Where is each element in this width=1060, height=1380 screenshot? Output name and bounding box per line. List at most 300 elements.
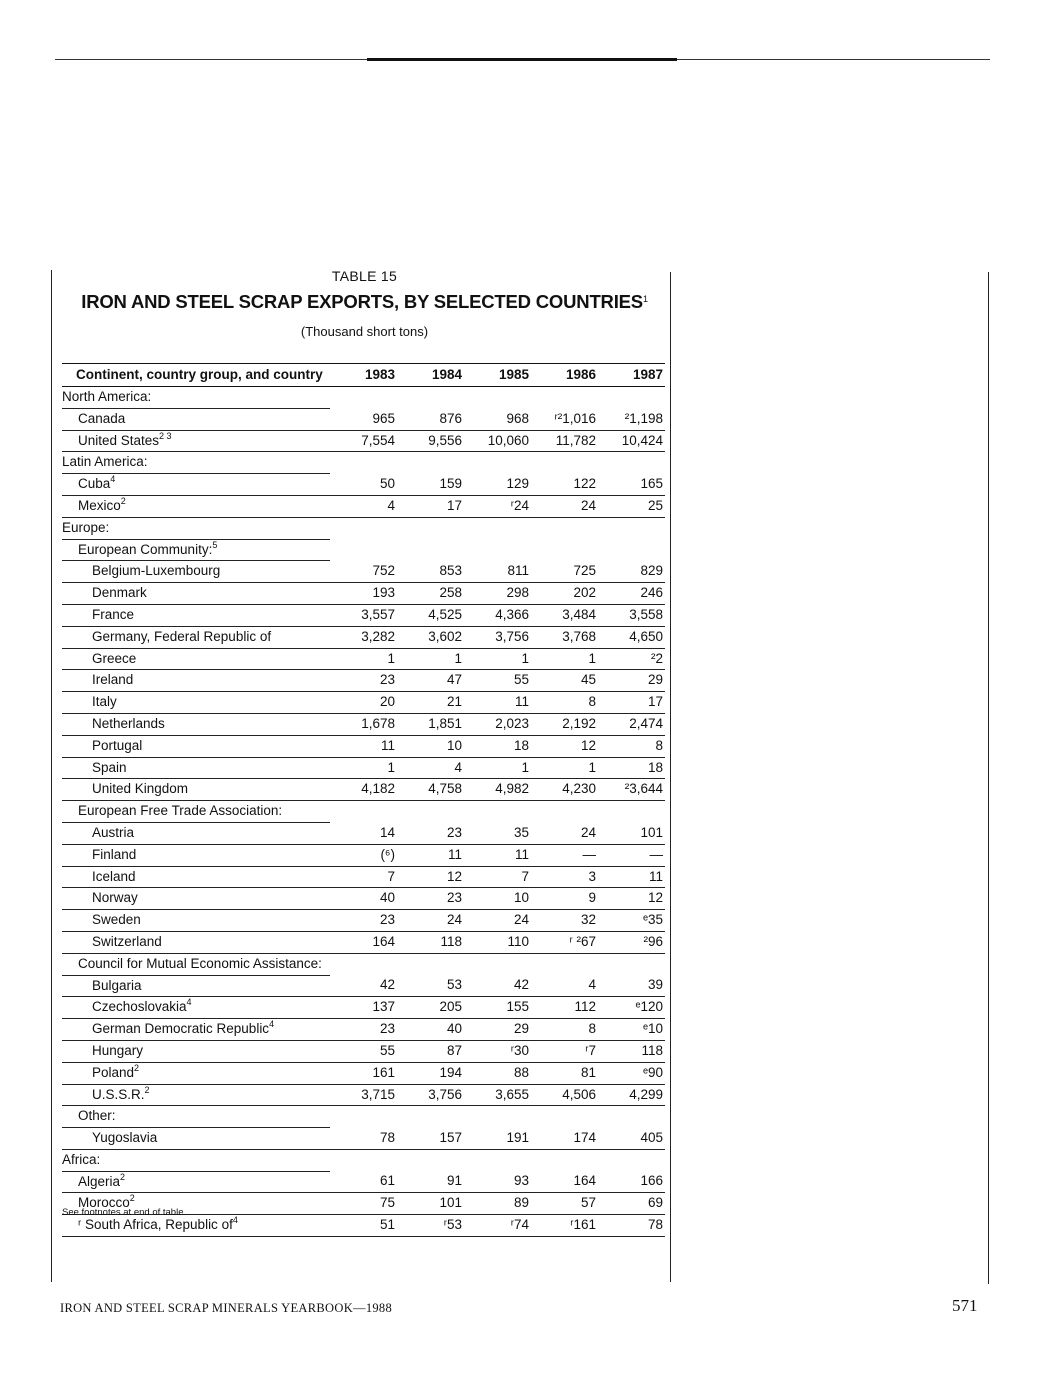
table-row: [62, 757, 665, 779]
value-cell: 3,282: [330, 626, 397, 648]
empty-cell: [531, 1106, 598, 1128]
table-row: [62, 1062, 665, 1084]
value-cell: 11,782: [531, 430, 598, 452]
empty-cell: [330, 1106, 397, 1128]
country-label: [62, 1019, 330, 1041]
value-cell: 4,366: [464, 604, 531, 626]
value-cell: 4: [531, 975, 598, 997]
value-cell: 965: [330, 408, 397, 430]
empty-cell: [464, 452, 531, 474]
table-row: [62, 1215, 665, 1237]
header-year: 1986: [531, 364, 598, 387]
value-cell: 23: [330, 910, 397, 932]
group-heading-label: [62, 953, 330, 975]
empty-cell: [531, 801, 598, 823]
country-label: [62, 408, 330, 430]
value-cell: 8: [531, 692, 598, 714]
value-cell: 78: [330, 1128, 397, 1150]
country-label: [62, 561, 330, 583]
table-row: [62, 1171, 665, 1193]
value-cell: 118: [397, 931, 464, 953]
value-cell: 1: [531, 648, 598, 670]
table-title-text: IRON AND STEEL SCRAP EXPORTS, BY SELECTED COUNTRIES: [81, 291, 643, 312]
value-cell: 4: [397, 757, 464, 779]
value-cell: 1: [531, 757, 598, 779]
row-label-text: Canada: [78, 410, 126, 426]
row-label-note: 4: [186, 997, 192, 1008]
value-cell: 29: [598, 670, 665, 692]
header-year: 1984: [397, 364, 464, 387]
empty-cell: [330, 1149, 397, 1171]
country-label: [62, 1062, 330, 1084]
value-cell: 161: [330, 1062, 397, 1084]
row-label-text: U.S.S.R.: [92, 1086, 145, 1102]
value-cell: 61: [330, 1171, 397, 1193]
row-label-text: European Community:: [78, 541, 213, 557]
value-cell: 3,602: [397, 626, 464, 648]
value-cell: 88: [464, 1062, 531, 1084]
country-label: [62, 1040, 330, 1062]
value-cell: 23: [397, 888, 464, 910]
value-cell: 1: [464, 757, 531, 779]
row-label-text: Switzerland: [92, 933, 162, 949]
value-cell: 4,525: [397, 604, 464, 626]
value-cell: ʳ74: [464, 1215, 531, 1237]
middle-column-rule: [670, 272, 671, 1282]
value-cell: 11: [330, 735, 397, 757]
value-cell: 8: [531, 1019, 598, 1041]
value-cell: 47: [397, 670, 464, 692]
value-cell: 24: [464, 910, 531, 932]
value-cell: 405: [598, 1128, 665, 1150]
table-row: [62, 997, 665, 1019]
row-label-note: 2 3: [159, 430, 172, 441]
row-label-text: Portugal: [92, 737, 143, 753]
value-cell: 81: [531, 1062, 598, 1084]
row-label-text: Norway: [92, 890, 138, 906]
empty-cell: [330, 387, 397, 409]
group-heading-row: [62, 1149, 665, 1171]
value-cell: ʳ24: [464, 495, 531, 517]
value-cell: 752: [330, 561, 397, 583]
value-cell: 191: [464, 1128, 531, 1150]
empty-cell: [397, 517, 464, 539]
value-cell: 159: [397, 474, 464, 496]
value-cell: 122: [531, 474, 598, 496]
value-cell: 4,758: [397, 779, 464, 801]
value-cell: 166: [598, 1171, 665, 1193]
table-row: [62, 844, 665, 866]
value-cell: 3,756: [397, 1084, 464, 1106]
table-row: [62, 910, 665, 932]
value-cell: ʳ²1,016: [531, 408, 598, 430]
empty-cell: [598, 1106, 665, 1128]
value-cell: 57: [531, 1193, 598, 1215]
value-cell: 12: [531, 735, 598, 757]
country-label: [62, 735, 330, 757]
header-year: 1983: [330, 364, 397, 387]
value-cell: 164: [330, 931, 397, 953]
value-cell: ᵉ90: [598, 1062, 665, 1084]
value-cell: 75: [330, 1193, 397, 1215]
value-cell: 258: [397, 583, 464, 605]
table-row: [62, 1040, 665, 1062]
value-cell: —: [531, 844, 598, 866]
value-cell: ²1,198: [598, 408, 665, 430]
value-cell: 3,558: [598, 604, 665, 626]
empty-cell: [330, 539, 397, 561]
empty-cell: [598, 801, 665, 823]
value-cell: ʳ161: [531, 1215, 598, 1237]
empty-cell: [598, 1149, 665, 1171]
value-cell: 10: [397, 735, 464, 757]
empty-cell: [397, 539, 464, 561]
country-label: [62, 583, 330, 605]
value-cell: ʳ7: [531, 1040, 598, 1062]
row-label-text: Other:: [78, 1108, 116, 1124]
value-cell: 21: [397, 692, 464, 714]
country-label: [62, 495, 330, 517]
row-label-text: Ireland: [92, 672, 134, 688]
empty-cell: [531, 1149, 598, 1171]
value-cell: 246: [598, 583, 665, 605]
row-label-note: 5: [212, 539, 218, 550]
value-cell: 24: [397, 910, 464, 932]
row-label-text: United States: [78, 432, 160, 448]
empty-cell: [531, 539, 598, 561]
value-cell: 4,506: [531, 1084, 598, 1106]
row-label-note: 2: [120, 1171, 126, 1182]
empty-cell: [531, 953, 598, 975]
group-heading-row: [62, 539, 665, 561]
value-cell: —: [598, 844, 665, 866]
table-row: [62, 888, 665, 910]
value-cell: 137: [330, 997, 397, 1019]
value-cell: 23: [330, 1019, 397, 1041]
empty-cell: [598, 517, 665, 539]
value-cell: 193: [330, 583, 397, 605]
value-cell: 7: [330, 866, 397, 888]
group-heading-label: [62, 387, 330, 409]
value-cell: ᵉ10: [598, 1019, 665, 1041]
value-cell: 87: [397, 1040, 464, 1062]
exports-table: [62, 363, 665, 1237]
empty-cell: [464, 953, 531, 975]
country-label: [62, 975, 330, 997]
empty-cell: [464, 1149, 531, 1171]
group-heading-row: [62, 801, 665, 823]
value-cell: 8: [598, 735, 665, 757]
value-cell: 3: [531, 866, 598, 888]
row-label-text: United Kingdom: [92, 781, 189, 797]
row-label-note: 4: [232, 1215, 238, 1226]
row-label-note: 4: [110, 474, 116, 485]
value-cell: 25: [598, 495, 665, 517]
value-cell: 4,230: [531, 779, 598, 801]
value-cell: 101: [397, 1193, 464, 1215]
country-label: [62, 866, 330, 888]
value-cell: 40: [330, 888, 397, 910]
row-label-text: Morocco: [78, 1195, 130, 1211]
value-cell: 853: [397, 561, 464, 583]
value-cell: 3,557: [330, 604, 397, 626]
table-label: TABLE 15: [331, 268, 398, 284]
value-cell: 4,650: [598, 626, 665, 648]
row-label-text: Czechoslovakia: [92, 999, 187, 1015]
empty-cell: [397, 387, 464, 409]
value-cell: 78: [598, 1215, 665, 1237]
value-cell: 29: [464, 1019, 531, 1041]
table-row: [62, 626, 665, 648]
value-cell: 39: [598, 975, 665, 997]
empty-cell: [598, 452, 665, 474]
country-label: [62, 692, 330, 714]
empty-cell: [531, 387, 598, 409]
empty-cell: [397, 452, 464, 474]
group-heading-label: [62, 517, 330, 539]
value-cell: 4,299: [598, 1084, 665, 1106]
value-cell: 91: [397, 1171, 464, 1193]
header-label: Continent, country group, and country: [62, 364, 330, 387]
value-cell: 51: [330, 1215, 397, 1237]
row-label-text: Sweden: [92, 912, 141, 928]
table-row: [62, 1084, 665, 1106]
value-cell: 101: [598, 822, 665, 844]
group-heading-label: [62, 1106, 330, 1128]
value-cell: 1: [464, 648, 531, 670]
empty-cell: [464, 387, 531, 409]
empty-cell: [464, 517, 531, 539]
row-label-text: European Free Trade Association:: [78, 803, 283, 819]
country-label: [62, 1084, 330, 1106]
top-rule-bold: [367, 58, 677, 61]
row-label-text: Greece: [92, 650, 137, 666]
value-cell: ²2: [598, 648, 665, 670]
left-column-rule: [51, 270, 52, 1282]
value-cell: 110: [464, 931, 531, 953]
empty-cell: [464, 1106, 531, 1128]
table-row: [62, 975, 665, 997]
value-cell: 157: [397, 1128, 464, 1150]
right-column-rule: [988, 272, 989, 1284]
value-cell: ʳ ²67: [531, 931, 598, 953]
empty-cell: [397, 953, 464, 975]
value-cell: 11: [464, 692, 531, 714]
row-label-text: Belgium-Luxembourg: [92, 563, 221, 579]
value-cell: 12: [397, 866, 464, 888]
row-label-text: Austria: [92, 824, 135, 840]
table-row: [62, 822, 665, 844]
empty-cell: [397, 801, 464, 823]
group-heading-row: [62, 387, 665, 409]
table-row: [62, 866, 665, 888]
value-cell: 17: [397, 495, 464, 517]
value-cell: 55: [464, 670, 531, 692]
value-cell: 23: [330, 670, 397, 692]
value-cell: 811: [464, 561, 531, 583]
country-label: [62, 757, 330, 779]
empty-cell: [598, 539, 665, 561]
country-label: [62, 844, 330, 866]
value-cell: 164: [531, 1171, 598, 1193]
empty-cell: [330, 452, 397, 474]
value-cell: 11: [464, 844, 531, 866]
empty-cell: [330, 517, 397, 539]
empty-cell: [464, 801, 531, 823]
value-cell: 4,982: [464, 779, 531, 801]
value-cell: 3,484: [531, 604, 598, 626]
table-title-note: 1: [642, 294, 648, 304]
value-cell: ʳ30: [464, 1040, 531, 1062]
value-cell: 55: [330, 1040, 397, 1062]
country-label: [62, 604, 330, 626]
table-title: [62, 291, 667, 313]
country-label: [62, 1128, 330, 1150]
value-cell: 10: [464, 888, 531, 910]
value-cell: 11: [598, 866, 665, 888]
table-row: [62, 408, 665, 430]
value-cell: 2,192: [531, 713, 598, 735]
value-cell: ᵉ35: [598, 910, 665, 932]
table-row: [62, 1128, 665, 1150]
country-label: [62, 822, 330, 844]
table-row: [62, 495, 665, 517]
row-label-text: Algeria: [78, 1173, 121, 1189]
country-label: [62, 888, 330, 910]
value-cell: 17: [598, 692, 665, 714]
value-cell: 155: [464, 997, 531, 1019]
row-label-text: Cuba: [78, 476, 111, 492]
group-heading-label: [62, 452, 330, 474]
value-cell: 205: [397, 997, 464, 1019]
table-row: [62, 1019, 665, 1041]
value-cell: 93: [464, 1171, 531, 1193]
value-cell: 4,182: [330, 779, 397, 801]
empty-cell: [330, 953, 397, 975]
value-cell: 40: [397, 1019, 464, 1041]
country-label: [62, 430, 330, 452]
country-label: [62, 1171, 330, 1193]
value-cell: 53: [397, 975, 464, 997]
row-label-note: 4: [269, 1019, 275, 1030]
group-heading-label: [62, 1149, 330, 1171]
table-row: [62, 583, 665, 605]
table-subtitle: (Thousand short tons): [300, 324, 429, 339]
value-cell: 194: [397, 1062, 464, 1084]
group-heading-row: [62, 452, 665, 474]
value-cell: 50: [330, 474, 397, 496]
country-label: [62, 997, 330, 1019]
country-label: [62, 670, 330, 692]
value-cell: 10,424: [598, 430, 665, 452]
value-cell: 112: [531, 997, 598, 1019]
value-cell: 24: [531, 495, 598, 517]
row-label-note: 2: [144, 1084, 150, 1095]
country-label: [62, 910, 330, 932]
value-cell: ²3,644: [598, 779, 665, 801]
value-cell: 876: [397, 408, 464, 430]
page-number: 571: [952, 1296, 978, 1315]
value-cell: 2,474: [598, 713, 665, 735]
row-label-note: 2: [129, 1193, 135, 1204]
row-label-text: Denmark: [92, 585, 147, 601]
empty-cell: [330, 801, 397, 823]
value-cell: 7,554: [330, 430, 397, 452]
value-cell: 1: [397, 648, 464, 670]
value-cell: 298: [464, 583, 531, 605]
row-label-text: ʳ South Africa, Republic of: [78, 1217, 233, 1233]
value-cell: 1,851: [397, 713, 464, 735]
table-row: [62, 474, 665, 496]
country-label: [62, 713, 330, 735]
value-cell: ²96: [598, 931, 665, 953]
table-row: [62, 430, 665, 452]
value-cell: 69: [598, 1193, 665, 1215]
value-cell: 14: [330, 822, 397, 844]
value-cell: 89: [464, 1193, 531, 1215]
empty-cell: [531, 517, 598, 539]
row-label-text: Hungary: [92, 1042, 144, 1058]
country-label: [62, 1215, 330, 1237]
value-cell: ᵉ120: [598, 997, 665, 1019]
value-cell: 20: [330, 692, 397, 714]
row-label-text: Italy: [92, 694, 117, 710]
row-label-text: Spain: [92, 759, 127, 775]
group-heading-row: [62, 953, 665, 975]
group-heading-row: [62, 517, 665, 539]
row-label-note: 2: [120, 495, 126, 506]
row-label-text: Iceland: [92, 868, 136, 884]
row-label-text: Poland: [92, 1064, 135, 1080]
value-cell: 7: [464, 866, 531, 888]
value-cell: 129: [464, 474, 531, 496]
table-body: [62, 387, 665, 1237]
row-label-text: North America:: [62, 389, 152, 404]
value-cell: 725: [531, 561, 598, 583]
value-cell: 23: [397, 822, 464, 844]
row-label-text: German Democratic Republic: [92, 1021, 270, 1037]
footnote: See footnotes at end of table.: [62, 1207, 187, 1218]
value-cell: 11: [397, 844, 464, 866]
table-row: [62, 670, 665, 692]
table-row: [62, 561, 665, 583]
value-cell: 202: [531, 583, 598, 605]
value-cell: 2,023: [464, 713, 531, 735]
value-cell: 12: [598, 888, 665, 910]
row-label-text: Bulgaria: [92, 977, 142, 993]
value-cell: 4: [330, 495, 397, 517]
empty-cell: [464, 539, 531, 561]
row-label-text: Germany, Federal Republic of: [92, 628, 272, 644]
value-cell: 42: [464, 975, 531, 997]
row-label-text: Latin America:: [62, 454, 148, 470]
table-row: [62, 713, 665, 735]
group-heading-label: [62, 801, 330, 823]
country-label: [62, 474, 330, 496]
table-row: [62, 604, 665, 626]
value-cell: 18: [598, 757, 665, 779]
value-cell: 10,060: [464, 430, 531, 452]
value-cell: 968: [464, 408, 531, 430]
empty-cell: [598, 953, 665, 975]
value-cell: (⁶): [330, 844, 397, 866]
value-cell: 3,768: [531, 626, 598, 648]
value-cell: 3,756: [464, 626, 531, 648]
value-cell: 18: [464, 735, 531, 757]
row-label-text: Europe:: [62, 519, 110, 535]
footer-title: IRON AND STEEL SCRAP MINERALS YEARBOOK—1988: [60, 1301, 393, 1315]
table-row: [62, 735, 665, 757]
